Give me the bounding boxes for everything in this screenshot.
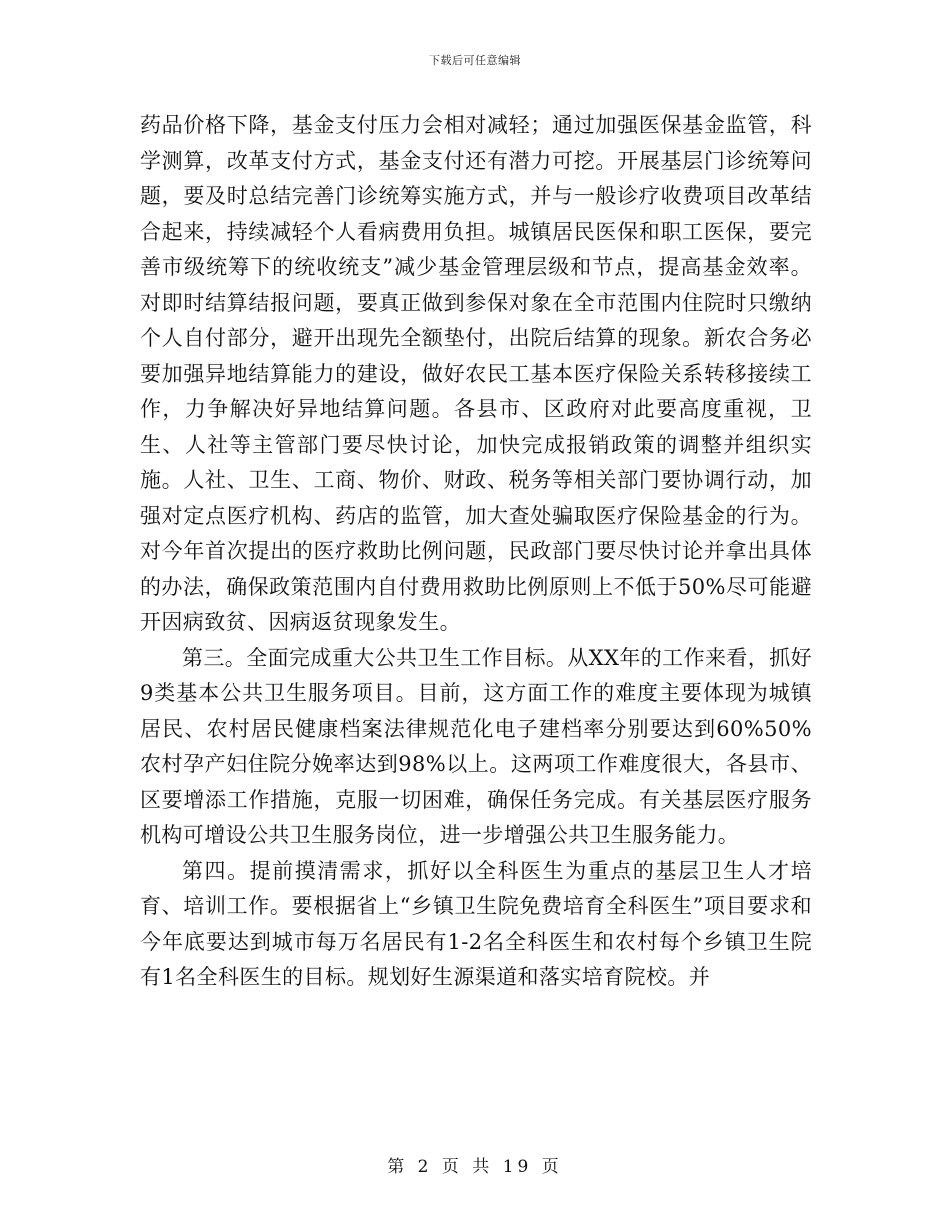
page-header-note: 下载后可任意编辑 (429, 54, 521, 67)
document-body (140, 108, 812, 996)
body-paragraph-1: 药品价格下降，基金支付压力会相对减轻；通过加强医保基金监管，科学测算，改革支付方式，基金支付还有潜力可挖。开展基层门诊统筹问题，要及时总结完善门诊统筹实施方式，并与一般诊疗收费项目改革结合起来，持续减轻个人看病费用负担。城镇居民医保和职工医保，要完善市级统筹下的统收统支”减少基金管理层级和节点，提高基金效率。对即时结算结报问题，要真正做到参保对象在全市范围内住院时只缴纳个人自付部分，避开出现先全额垫付，出院后结算的现象。新农合务必要加强异地结算能力的建设，做好农民工基本医疗保险关系转移接续工作，力争解决好异地结算问题。各县市、区政府对此要高度重视，卫生、人社等主管部门要尽快讨论，加快完成报销政策的调整并组织实施。人社、卫生、工商、物价、财政、税务等相关部门要协调行动，加强对定点医疗机构、药店的监管，加大查处骗取医疗保险基金的行为。对今年首次提出的医疗救助比例问题，民政部门要尽快讨论并拿出具体的办法，确保政策范围内自付费用救助比例原则上不低于50%尽可能避开因病致贫、因病返贫现象发生。 (140, 113, 812, 634)
body-paragraph-3: 第四。提前摸清需求，抓好以全科医生为重点的基层卫生人才培育、培训工作。要根据省上“乡镇卫生院免费培育全科医生”项目要求和今年底要达到城市每万名居民有1-2名全科医生和农村每个乡镇卫生院有1名全科医生的目标。规划好生源渠道和落实培育院校。并 (140, 858, 812, 989)
page-number-footer: 第 2 页 共 19 页 (387, 1157, 563, 1177)
body-paragraph-2: 第三。全面完成重大公共卫生工作目标。从XX年的工作来看，抓好9类基本公共卫生服务项目。目前，这方面工作的难度主要体现为城镇居民、农村居民健康档案法律规范化电子建档率分别要达到60%50%农村孕产妇住院分娩率达到98%以上。这两项工作难度很大，各县市、区要增添工作措施，克服一切困难，确保任务完成。有关基层医疗服务机构可增设公共卫生服务岗位，进一步增强公共卫生服务能力。 (140, 645, 812, 847)
